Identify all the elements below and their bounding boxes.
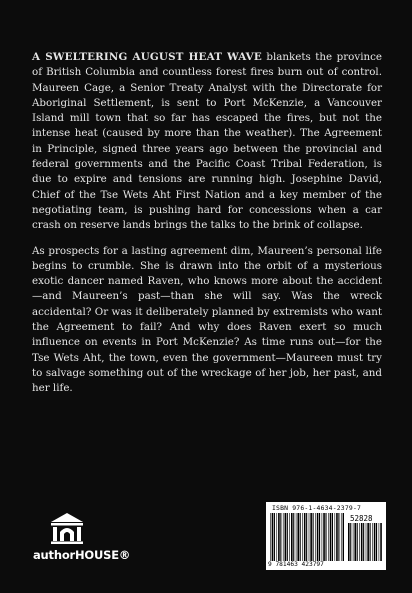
blurb-lead: A SWELTERING AUGUST HEAT WAVE [32, 51, 262, 63]
barcode-digits: 9 781463 423797 [268, 561, 324, 568]
blurb-paragraph-1 [32, 50, 382, 234]
barcode-main-bars [270, 513, 344, 561]
publisher-logo [33, 512, 131, 572]
publisher-name: authorHOUSE® [33, 548, 131, 562]
back-cover-blurb [32, 50, 382, 407]
price-code: 52828 [350, 514, 373, 523]
isbn-text: ISBN 976-1-4634-2379-7 [272, 504, 362, 512]
blurb-paragraph-1-text: blankets the province of British Columbia and countless forest fires burn out of control. Maureen Cage, a Senior Treaty Analyst with the Directorate for Aboriginal Settlement, is sent to Port McKenzie, a Vancouver Island mill town that so far has escaped the fires, but not the intense heat (caused by more than the weather). The Agreement in Principle, signed three years ago between the provincial and federal governments and the Pacific Coast Tribal Federation, is due to expire and tensions are running high. Josephine David, Chief of the Tse Wets Aht First Nation and a key member of the negotiating team, is pushing hard for concessions when a car crash on reserve lands brings the talks to the brink of collapse. [32, 51, 382, 232]
isbn-barcode [266, 502, 386, 570]
barcode-addon-bars [348, 523, 382, 561]
blurb-paragraph-2: As prospects for a lasting agreement dim, Maureen’s personal life begins to crumble. She is drawn into the orbit of a mysterious exotic dancer named Raven, who knows more about the accident—and Maureen’s past—than she will say. Was the wreck accidental? Or was it deliberately planned by extremists who want the Agreement to fail? And why does Raven exert so much influence on events in Port McKenzie? As time runs out—for the Tse Wets Aht, the town, even the government—Maureen must try to salvage something out of the wreckage of her job, her past, and her life. [32, 244, 382, 395]
authorhouse-logo-icon [49, 512, 85, 544]
